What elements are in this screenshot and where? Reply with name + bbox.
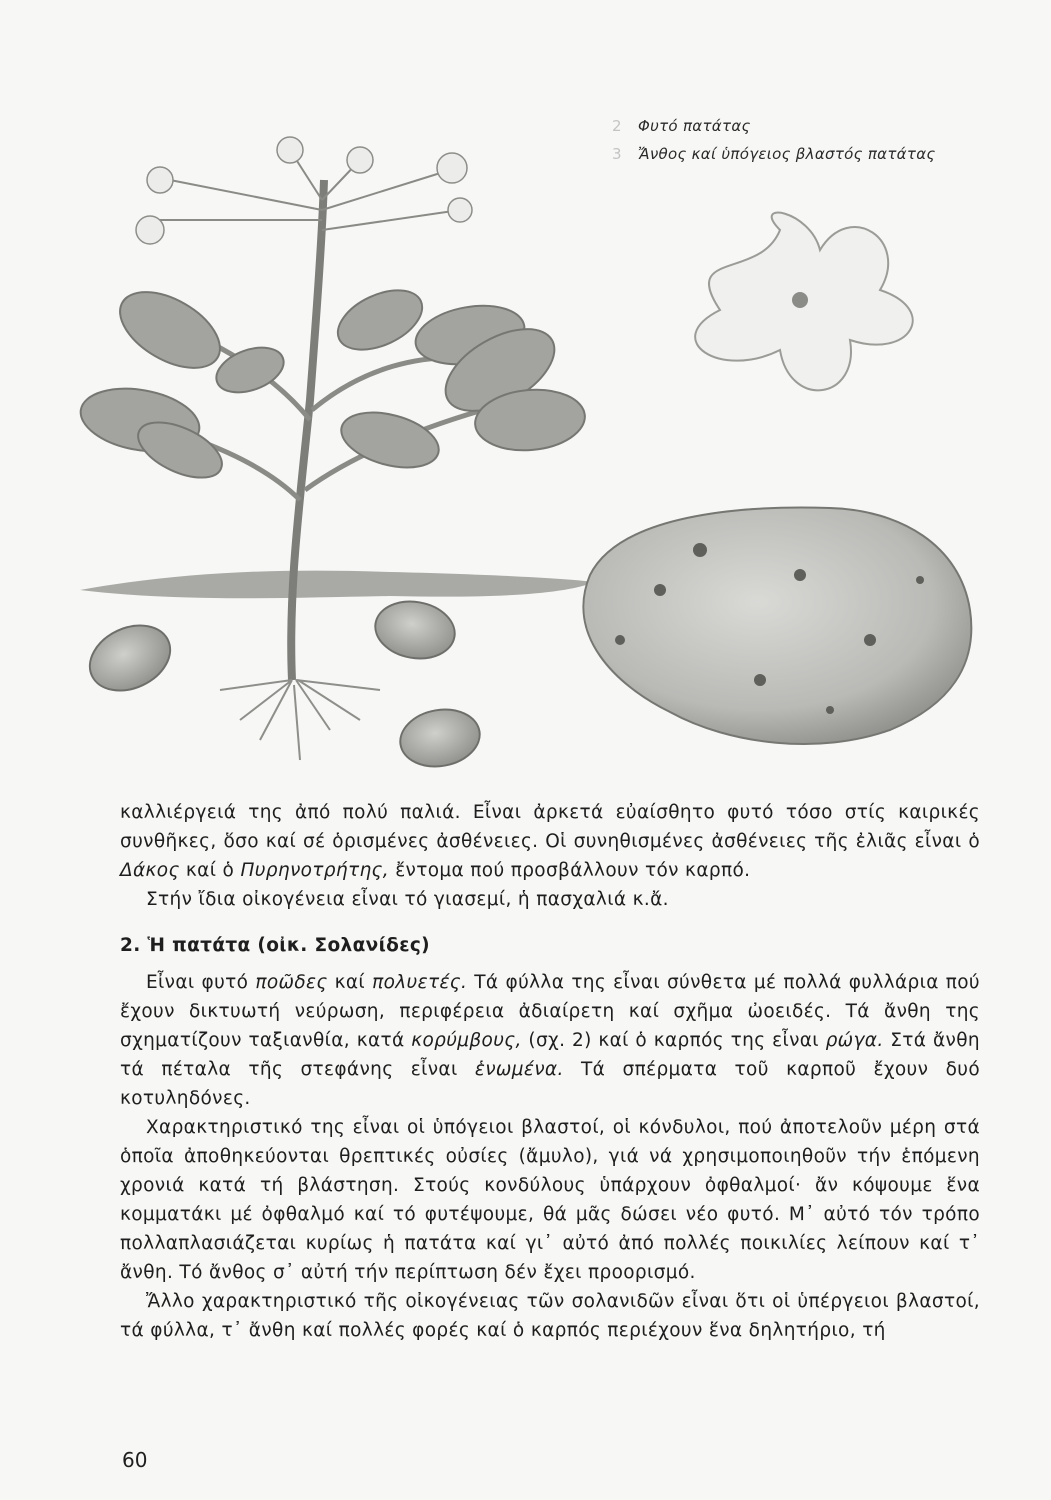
caption-text: Φυτό πατάτας	[638, 117, 751, 135]
text-run: καλλιέργειά της ἀπό πολύ παλιά. Εἶναι ἀρκετά εὐαίσθητο φυτό τόσο στίς καιρικές συνθῆκες, ὅσο καί σέ ὁρισμένες ἀσθένειες. Οἱ συνηθισμένες ἀσθένειες τῆς ἐλιᾶς εἶναι ὁ	[120, 802, 980, 852]
tuber-eye	[654, 584, 666, 596]
flower-center	[792, 292, 808, 308]
leaf	[335, 403, 445, 477]
tuber-eye	[826, 706, 834, 714]
flower	[277, 137, 303, 163]
body-text	[120, 798, 980, 1345]
caption-number: 3	[612, 145, 622, 163]
flower	[448, 198, 472, 222]
potato-plant	[76, 137, 595, 773]
potato-tuber	[583, 508, 971, 744]
flower	[347, 147, 373, 173]
text-run: (σχ. 2) καί ὁ καρπός της εἶναι	[528, 1030, 819, 1051]
paragraph	[120, 798, 980, 885]
potato-illustration	[60, 120, 1020, 800]
paragraph: Στήν ἴδια οἰκογένεια εἶναι τό γιασεμί, ἡ πασχαλιά κ.ἄ.	[146, 889, 669, 910]
tuber-eye	[693, 543, 707, 557]
leaf	[107, 277, 232, 384]
small-tuber	[371, 595, 460, 664]
text-run: Τά φύλλα της εἶναι σύνθετα μέ πολλά φυλλάρια πού ἔχουν δικτυωτή νεύρωση, περιφέρεια ἀδιαίρετη καί σχῆμα ὠοειδές. Τά ἄνθη της σχηματίζουν ταξιανθία, κατά	[120, 972, 980, 1051]
underground-stem	[80, 571, 595, 599]
paragraph: Ἄλλο χαρακτηριστικό τῆς οἰκογένειας τῶν σολανιδῶν εἶναι ὅτι οἱ ὑπέργειοι βλαστοί, τά φύλλα, τ᾽ ἄνθη καί πολλές φορές καί ὁ καρπός περιέχουν ἕνα δηλητήριο, τή	[120, 1291, 980, 1341]
tuber-eye	[864, 634, 876, 646]
italic-term: Πυρηνοτρήτης,	[240, 860, 389, 881]
flower	[136, 216, 164, 244]
flower-stalks	[150, 150, 460, 230]
text-run: καί ὁ	[185, 860, 235, 881]
caption-text: Ἄνθος καί ὑπόγειος βλαστός πατάτας	[638, 145, 936, 163]
small-tuber	[79, 613, 180, 703]
section-heading: 2. Ἡ πατάτα (οἰκ. Σολανίδες)	[120, 935, 430, 956]
roots	[220, 680, 380, 760]
tuber-eye	[916, 576, 924, 584]
potato-flower	[695, 213, 913, 391]
italic-term: ποῶδες	[255, 972, 328, 993]
main-stem	[291, 180, 324, 680]
tuber-eye	[615, 635, 625, 645]
text-run: Στά ἄνθη τά πέταλα τῆς στεφάνης εἶναι	[120, 1030, 980, 1080]
tuber-body	[583, 508, 971, 744]
tuber-eye	[794, 569, 806, 581]
text-run: Εἶναι φυτό	[146, 972, 249, 993]
flower	[437, 153, 467, 183]
page-number: 60	[122, 1448, 148, 1472]
small-tuber	[396, 703, 485, 772]
tuber-eye	[754, 674, 766, 686]
caption-number: 2	[612, 117, 622, 135]
text-run: καί	[334, 972, 366, 993]
italic-term: κορύμβους,	[411, 1030, 522, 1051]
italic-term: Δάκος	[120, 860, 180, 881]
italic-term: πολυετές.	[372, 972, 468, 993]
text-run: Τά σπέρματα τοῦ καρποῦ ἔχουν δυό κοτυληδόνες.	[120, 1059, 981, 1109]
text-run: ἔντομα πού προσβάλλουν τόν καρπό.	[395, 860, 751, 881]
paragraph	[120, 968, 980, 1113]
flower	[147, 167, 173, 193]
italic-term: ἑνωμένα.	[474, 1059, 564, 1080]
italic-term: ρώγα.	[825, 1030, 884, 1051]
leaf	[329, 278, 432, 361]
paragraph: Χαρακτηριστικό της εἶναι οἱ ὑπόγειοι βλαστοί, οἱ κόνδυλοι, πού ἀποτελοῦν μέρη στά ὁποῖα ἀποθηκεύονται θρεπτικές οὐσίες (ἄμυλο), γιά νά χρησιμοποιηθοῦν τήν ἑπόμενη χρονιά κατά τή βλάστηση. Στούς κονδύλους ὑπάρχουν ὀφθαλμοί· ἄν κόψουμε ἕνα κομματάκι μέ ὀφθαλμό καί τό φυτέψουμε, θά μᾶς δώσει νέο φυτό. Μ᾽ αὐτό τόν τρόπο πολλαπλασιάζεται κυρίως ἡ πατάτα καί γι᾽ αὐτό ἀπό πολλές ποικιλίες λείπουν καί τ᾽ ἄνθη. Τό ἄνθος σ᾽ αὐτή τήν περίπτωση δέν ἔχει προορισμό.	[120, 1117, 980, 1283]
